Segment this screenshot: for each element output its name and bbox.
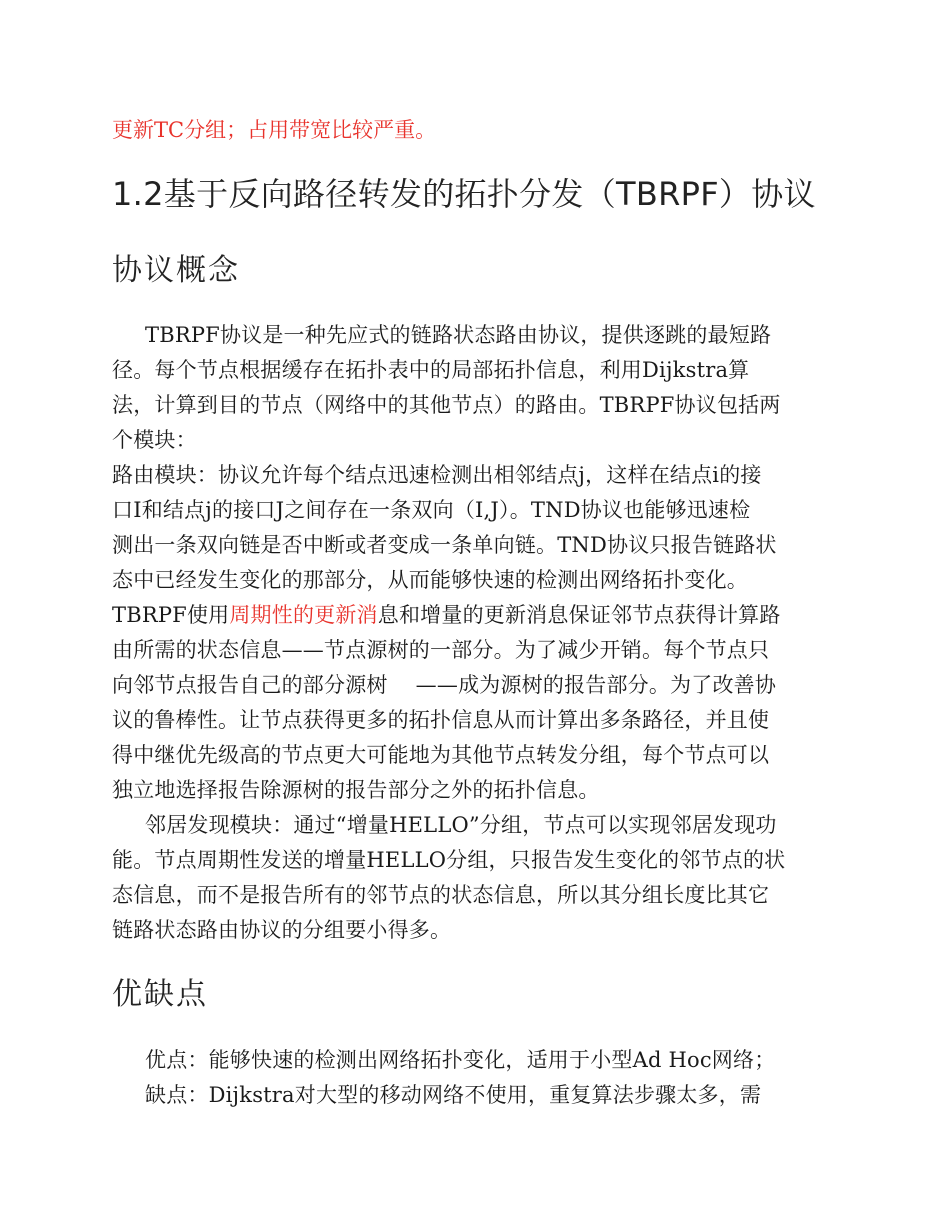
text-line: 态信息，而不是报告所有的邻节点的状态信息，所以其分组长度比其它	[112, 883, 770, 907]
text-line: 测出一条双向链是否中断或者变成一条单向链。TND协议只报告链路状	[112, 533, 777, 557]
text-line: 口I和结点j的接口J之间存在一条双向（I,J）。TND协议也能够迅速检	[112, 498, 751, 522]
text-line: 路由模块：协议允许每个结点迅速检测出相邻结点j，这样在结点i的接	[112, 463, 762, 487]
pros-line: 优点：能够快速的检测出网络拓扑变化，适用于小型Ad Hoc网络；	[145, 1048, 776, 1072]
subheading-protocol-concept: 协议概念	[112, 253, 240, 288]
text-line: 径。每个节点根据缓存在拓扑表中的局部拓扑信息，利用Dijkstra算	[112, 358, 750, 382]
text-line: 由所需的状态信息——节点源树的一部分。为了减少开销。每个节点只	[112, 638, 770, 662]
text-line-tbrpf	[112, 598, 842, 633]
text-line: 邻居发现模块：通过“增量HELLO”分组，节点可以实现邻居发现功	[145, 813, 777, 837]
text-line: 独立地选择报告除源树的报告部分之外的拓扑信息。	[112, 778, 600, 802]
text-line: 得中继优先级高的节点更大可能地为其他节点转发分组，每个节点可以	[112, 743, 770, 767]
top-continuation-line: 更新TC分组；占用带宽比较严重。	[112, 118, 437, 142]
text-line: 个模块：	[112, 428, 197, 452]
text-segment: TBRPF使用	[112, 603, 230, 627]
pros-cons-paragraph	[112, 1043, 842, 1113]
text-line: 态中已经发生变化的那部分，从而能够快速的检测出网络拓扑变化。	[112, 568, 748, 592]
text-line: 能。节点周期性发送的增量HELLO分组，只报告发生变化的邻节点的状	[112, 848, 786, 872]
subheading-pros-cons: 优缺点	[112, 977, 208, 1012]
text-line: TBRPF协议是一种先应式的链路状态路由协议，提供逐跳的最短路	[145, 323, 772, 347]
concept-paragraph	[112, 318, 842, 948]
highlighted-text: 周期性的更新消	[229, 603, 378, 627]
text-line: 链路状态路由协议的分组要小得多。	[112, 918, 452, 942]
text-line: 法，计算到目的节点（网络中的其他节点）的路由。TBRPF协议包括两	[112, 393, 781, 417]
section-heading-tbrpf: 1.2基于反向路径转发的拓扑分发（TBRPF）协议	[112, 175, 816, 213]
text-line: 向邻节点报告自己的部分源树 ——成为源树的报告部分。为了改善协	[112, 673, 777, 697]
cons-line: 缺点：Dijkstra对大型的移动网络不使用，重复算法步骤太多，需	[145, 1083, 762, 1107]
text-line: 议的鲁棒性。让节点获得更多的拓扑信息从而计算出多条路径，并且使	[112, 708, 770, 732]
text-segment: 息和增量的更新消息保证邻节点获得计算路	[377, 603, 781, 627]
